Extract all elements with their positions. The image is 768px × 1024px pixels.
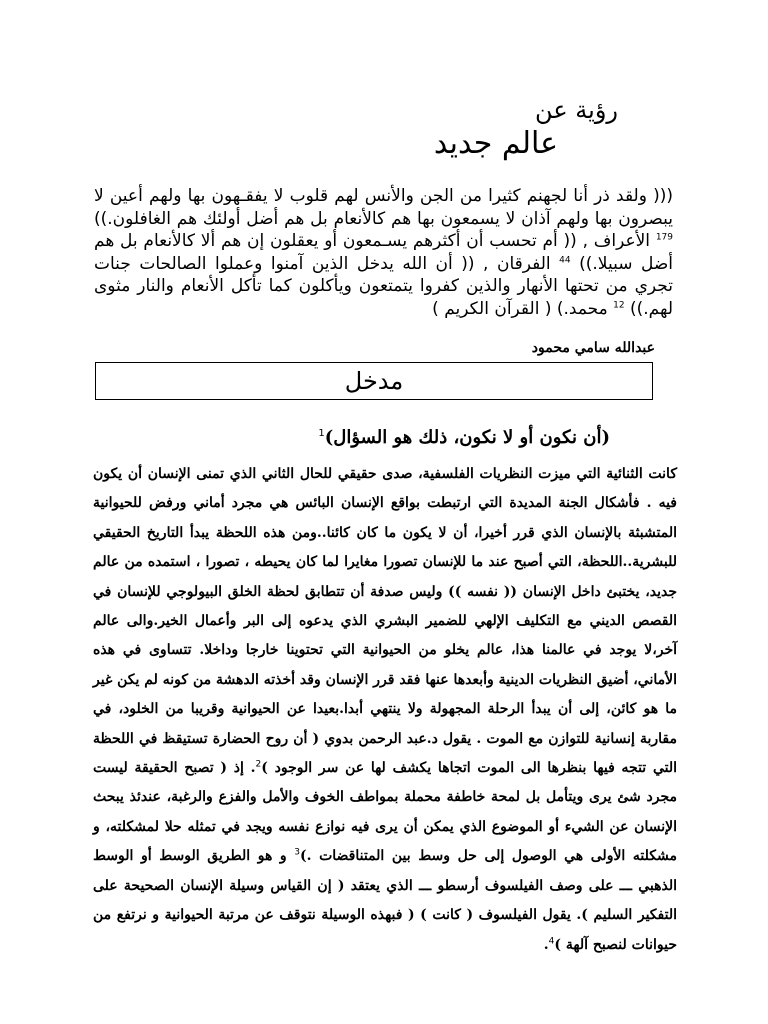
quran-epigraph [94,185,673,320]
epigraph-text-2: الأعراف , (( أم تحسب أن أكثرهم يسـمعون أو يعقلون إن هم ألا كالأنعام بل هم أضل سبيلا.)) [94,231,674,274]
document-subtitle: رؤية عن [535,96,618,124]
body-paragraph [93,460,677,960]
epigraph-text-3: الفرقان , (( أن الله يدخل الذين آمنوا وعملوا الصالحات جنات تجري من تحتها الأنهار والذين كفروا يتمتعون ويأكلون كما تأكل الأنعام والنار مثوى لهم.)) [94,253,673,319]
epigraph-verse-number-2: 44 [559,254,571,265]
body-text-1: كانت الثنائية التي ميزت النظريات الفلسفية، صدى حقيقي للحال الثاني الذي تمنى الإنسان أن يكون فيه . فأشكال الجنة المديدة التي ارتبطت بواقع الإنسان البائس هي مجرد أماني ورفض للحيوانية المتشبثة بالإنسان الذي قرر أخيرا، أن لا يكون ما كان كائنا..ومن هذه اللحظة يبدأ التاريخ الحقيقي للبشرية..اللحظة، التي أصبح عند ما للإنسان تصورا مغايرا لما كان يحيطه ، تصورا ، استمده من عالم جديد، يختبئ داخل الإنسان (( نفسه )) وليس صدفة أن تتطابق لحظة الخلق البيولوجي للإنسان في القصص الديني مع التكليف الإلهي للضمير البشري الذي يدعوه إلى البر وأعمال الخير.والى عالم آخر،لا يوجد في عالمنا هذا، عالم يخلو من الحيوانية التي تحتوينا خارجا وداخلا. تتساوى في هذه الأماني، أضيق النظريات الدينية وأبعدها عنها فقد قرر الإنسان وقد أخذته الدهشة من كونه لم يكن غير ما هو كائن، إلى أن يبدأ الرحلة المجهولة ولا ينتهي أبدا.بعيدا عن الحيوانية وقريبا من الخلود، في مقاربة إنسانية للتوازن مع الموت . يقول د.عبد الرحمن بدوي ( أن روح الحضارة تستيقظ في اللحظة التي تتجه فيها بنظرها الى الموت اتجاها يكشف لها عن سر الوجود ) [93,466,677,777]
section-title: مدخل [344,367,404,395]
author-name: عبدالله سامي محمود [531,340,655,356]
body-text-2: . إذ ( تصبح الحقيقة ليست مجرد شئ يرى ويتأمل بل لمحة خاطفة محملة بمواطف الخوف والأمل والفزع والرغبة، عندئذ يبحث الإنسان عن الشيء أو الموضوع الذي يمكن أن يرى فيه نوازع نفسه ويجد في تمثله حلا لمشكلته، و مشكلته الأولى هي الوصول إلى حل وسط بين المتناقضات .) [93,760,677,865]
footnote-ref-2: 2 [255,759,262,770]
footnote-ref-3: 3 [294,847,300,858]
section-heading-box [95,362,653,400]
body-text-3: و هو الطريق الوسط أو الوسط الذهبي ـــ على وصف الفيلسوف أرسطو ـــ الذي يعتقد ( إن القياس وسيلة الإنسان الصحيحة على التفكير السليم ). يقول الفيلسوف ( كانت ) ( فبهذه الوسيلة نتوقف عن مرتبة الحيوانية و نرتفع من حيوانات لنصبح آلهة ) [93,848,677,953]
footnote-ref-4: 4 [548,935,555,946]
document-title: عالم جديد [433,126,558,161]
epigraph-text-1: ((( ولقد ذر أنا لجهنم كثيرا من الجن والأنس لهم قلوب لا يفقـهون بها ولهم أعين لا يبصرون بها ولهم آذان لا يسمعون بها هم كالأنعام بل هم أضل أولئك هم الغافلون.)) [94,186,673,229]
epigraph-text-4: محمد.) ( القرآن الكريم ) [432,298,614,319]
epigraph-verse-number-3: 12 [613,299,625,310]
epigraph-verse-number-1: 179 [655,232,673,243]
body-text-4: . [543,936,549,953]
intro-quote [318,424,610,452]
footnote-ref-1: 1 [318,428,325,439]
intro-quote-text: (أن نكون أو لا نكون، ذلك هو السؤال) [324,427,610,448]
